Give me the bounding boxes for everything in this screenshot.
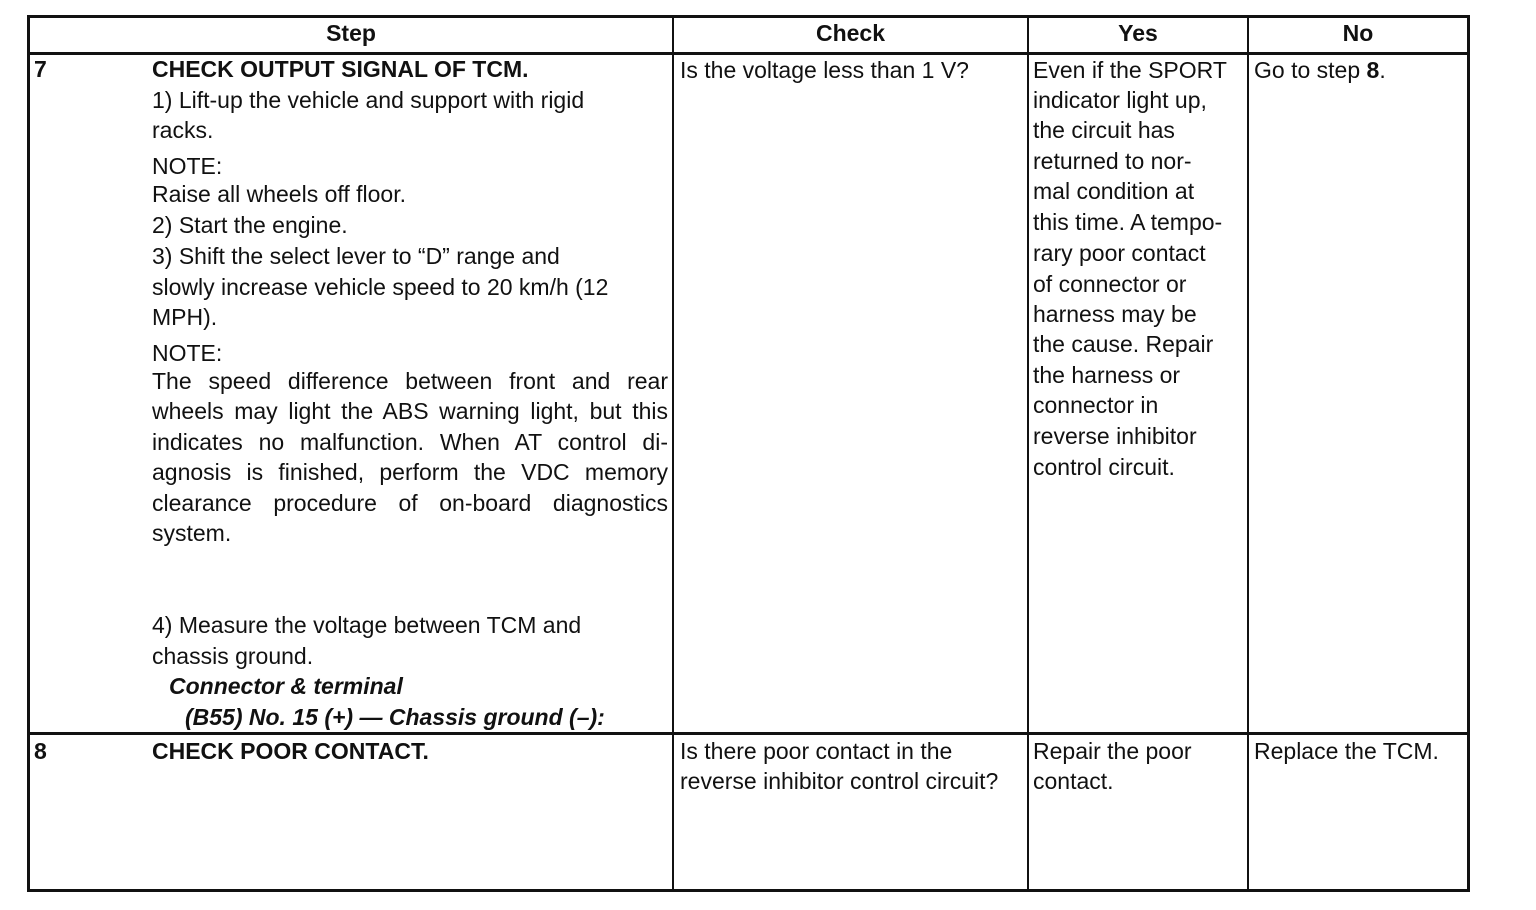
connector-label: Connector & terminal <box>169 673 403 699</box>
no-text: . <box>1379 57 1386 83</box>
header-no: No <box>1342 20 1374 46</box>
column-divider <box>1027 15 1029 892</box>
yes-text: indicator light up, <box>1033 87 1207 113</box>
yes-text: Even if the SPORT <box>1033 57 1227 83</box>
step-instruction: MPH). <box>152 304 218 330</box>
column-divider <box>672 15 674 892</box>
yes-text: the circuit has <box>1033 117 1175 143</box>
header-yes: Yes <box>1118 20 1158 46</box>
step-number: 8 <box>34 738 47 764</box>
next-step-number: 8 <box>1366 57 1380 83</box>
note-text: agnosis is finished, perform the VDC memory <box>152 459 668 485</box>
column-divider <box>1247 15 1249 892</box>
step-instruction: 4) Measure the voltage between TCM and <box>152 612 582 638</box>
yes-text: rary poor contact <box>1033 240 1206 266</box>
yes-text: mal condition at <box>1033 178 1195 204</box>
connector-terminal: (B55) No. 15 (+) — Chassis ground (–): <box>185 704 605 730</box>
step-instruction: slowly increase vehicle speed to 20 km/h (12 <box>152 274 609 300</box>
yes-text: reverse inhibitor <box>1033 423 1197 449</box>
yes-text: harness may be <box>1033 301 1197 327</box>
yes-text: control circuit. <box>1033 454 1175 480</box>
yes-text: the harness or <box>1033 362 1181 388</box>
yes-text: of connector or <box>1033 271 1187 297</box>
note-text: wheels may light the ABS warning light, but this <box>152 398 668 424</box>
note-label: NOTE: <box>152 340 223 366</box>
step-instruction: 1) Lift-up the vehicle and support with rigid <box>152 87 585 113</box>
step-instruction: chassis ground. <box>152 643 314 669</box>
no-result <box>1254 55 1386 86</box>
step-title: CHECK OUTPUT SIGNAL OF TCM. <box>152 56 529 82</box>
check-question: Is there poor contact in the <box>680 738 953 764</box>
check-question: reverse inhibitor control circuit? <box>680 768 999 794</box>
note-text: Raise all wheels off floor. <box>152 181 406 207</box>
no-text: Replace the TCM. <box>1254 738 1439 764</box>
note-text: indicates no malfunction. When AT control di- <box>152 429 668 455</box>
yes-text: contact. <box>1033 768 1114 794</box>
header-step: Step <box>326 20 376 46</box>
yes-text: Repair the poor <box>1033 738 1192 764</box>
step-instruction: 2) Start the engine. <box>152 212 348 238</box>
yes-text: connector in <box>1033 392 1159 418</box>
step-instruction: 3) Shift the select lever to “D” range and <box>152 243 560 269</box>
yes-text: returned to nor- <box>1033 148 1192 174</box>
no-text: Go to step <box>1254 57 1367 83</box>
note-text: system. <box>152 520 232 546</box>
note-text: clearance procedure of on-board diagnostics <box>152 490 668 516</box>
yes-text: the cause. Repair <box>1033 331 1214 357</box>
check-question: Is the voltage less than 1 V? <box>680 57 969 83</box>
step-number: 7 <box>34 56 47 82</box>
note-label: NOTE: <box>152 153 223 179</box>
step-instruction: racks. <box>152 117 214 143</box>
note-text: The speed difference between front and rear <box>152 368 668 394</box>
header-check: Check <box>815 20 886 46</box>
step-title: CHECK POOR CONTACT. <box>152 738 429 764</box>
yes-text: this time. A tempo- <box>1033 209 1223 235</box>
